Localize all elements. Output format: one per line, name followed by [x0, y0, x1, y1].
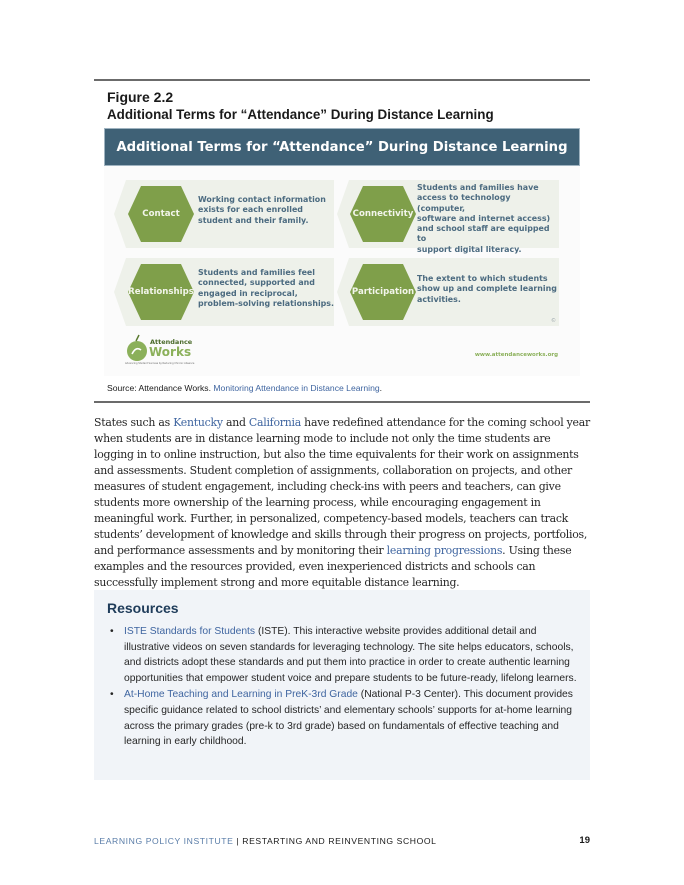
- term-description: [417, 183, 559, 255]
- footer-report: RESTARTING AND REINVENTING SCHOOL: [242, 836, 437, 846]
- desc-line: support digital literacy.: [417, 244, 522, 254]
- paragraph-text: . Using these examples and the resources provided, even inexperienced districts and schools can successfully implement strong and more equitable distance learning.: [94, 544, 572, 590]
- desc-line: activities.: [417, 294, 461, 304]
- copyright-mark: ©: [551, 318, 556, 324]
- source-suffix: .: [379, 383, 383, 393]
- bullet-icon: •: [110, 689, 114, 701]
- page-footer: [94, 836, 437, 846]
- top-rule: [94, 79, 590, 81]
- resources-title: Resources: [107, 600, 179, 616]
- desc-line: exists for each enrolled: [198, 205, 303, 215]
- logo-text-2: Works: [149, 345, 192, 359]
- desc-line: Students and families have: [417, 183, 539, 192]
- bottom-rule: [94, 401, 590, 403]
- attendance-infographic: [104, 128, 580, 376]
- desc-line: The extent to which students: [417, 274, 548, 283]
- desc-line: problem-solving relationships.: [198, 298, 334, 308]
- desc-line: software and internet access): [417, 213, 551, 223]
- term-label: Participation: [351, 287, 415, 297]
- footer-org: LEARNING POLICY INSTITUTE: [94, 836, 234, 846]
- desc-line: Students and families feel: [198, 268, 315, 277]
- attendance-works-logo: [124, 332, 204, 372]
- desc-line: student and their family.: [198, 215, 309, 225]
- card-connectivity: [337, 180, 559, 254]
- resource-link-at-home[interactable]: At-Home Teaching and Learning in PreK-3rd Grade: [124, 689, 358, 701]
- source-link[interactable]: Monitoring Attendance in Distance Learning: [213, 383, 380, 393]
- paragraph-text: States such as: [94, 416, 174, 429]
- term-description: [198, 268, 334, 309]
- term-description: [417, 274, 557, 305]
- card-contact: [114, 180, 334, 248]
- page-number: 19: [579, 835, 590, 846]
- banner-title: Additional Terms for “Attendance” During Distance Learning: [116, 139, 568, 155]
- infographic-banner: [104, 128, 580, 166]
- bullet-icon: •: [110, 626, 114, 637]
- figure-label: Figure 2.2: [107, 89, 174, 105]
- term-label: Relationships: [128, 287, 194, 297]
- desc-line: show up and complete learning: [417, 284, 557, 294]
- desc-line: Working contact information: [198, 195, 326, 204]
- footer-separator: |: [233, 836, 243, 846]
- link-california[interactable]: California: [248, 416, 301, 429]
- desc-line: and school staff are equipped to: [417, 224, 550, 244]
- resources-box: [94, 590, 590, 780]
- card-participation: [337, 258, 559, 326]
- desc-line: engaged in reciprocal,: [198, 288, 298, 298]
- resource-item: [108, 624, 584, 686]
- link-learning-progressions[interactable]: learning progressions: [386, 544, 503, 558]
- paragraph-text: have redefined attendance for the coming school year when students are in distance learning mode to include not only the time students are logging in to online instruction, but also the time equivalents for their work on assignments and assessments. Student completion of assignments, collaboration on projects, and other measures of student engagement, including check-ins with peers and teachers, can give students more ownership of the learning process, while encouraging engagement in meaningful work. Further, in personalized, competency-based models, teachers can track students’ development of knowledge and skills through their progress on projects, portfolios, and performance assessments and by monitoring their: [94, 416, 590, 558]
- card-relationships: [114, 258, 334, 326]
- source-prefix: Source: Attendance Works.: [107, 383, 214, 393]
- resource-text: (ISTE). This interactive website provides additional detail and illustrative videos on seven standards for leveraging technology. The site helps educators, schools, and districts adopt these standards and put them into practice in order to create authentic learning opportunities that empower student voice and prepare students to be future-ready, lifelong learners.: [124, 626, 577, 684]
- resource-item: [108, 687, 584, 749]
- figure-title: Additional Terms for “Attendance” During Distance Learning: [107, 107, 494, 122]
- resource-link-iste[interactable]: ISTE Standards for Students: [124, 626, 256, 637]
- term-label: Connectivity: [352, 209, 414, 219]
- logo-tagline: Advancing Student Success by Reducing Chronic Absence: [125, 362, 195, 365]
- desc-line: connected, supported and: [198, 278, 315, 288]
- term-description: [198, 195, 326, 226]
- logo-text-1: Attendance: [150, 338, 193, 346]
- resource-text: (National P-3 Center). This document provides specific guidance related to school districts’ and elementary schools’ supports for at-home learning across the primary grades (pre-k to 3rd grade) based on fundamentals of effective teaching and learning in early childhood.: [124, 689, 573, 748]
- body-paragraph: [94, 415, 592, 592]
- desc-line: access to technology (computer,: [417, 193, 511, 213]
- website-url: www.attendanceworks.org: [474, 352, 558, 358]
- link-kentucky[interactable]: Kentucky: [173, 416, 223, 429]
- resources-list: [108, 624, 584, 751]
- paragraph-text: and: [222, 416, 249, 429]
- figure-source: [107, 383, 382, 393]
- term-label: Contact: [142, 209, 180, 219]
